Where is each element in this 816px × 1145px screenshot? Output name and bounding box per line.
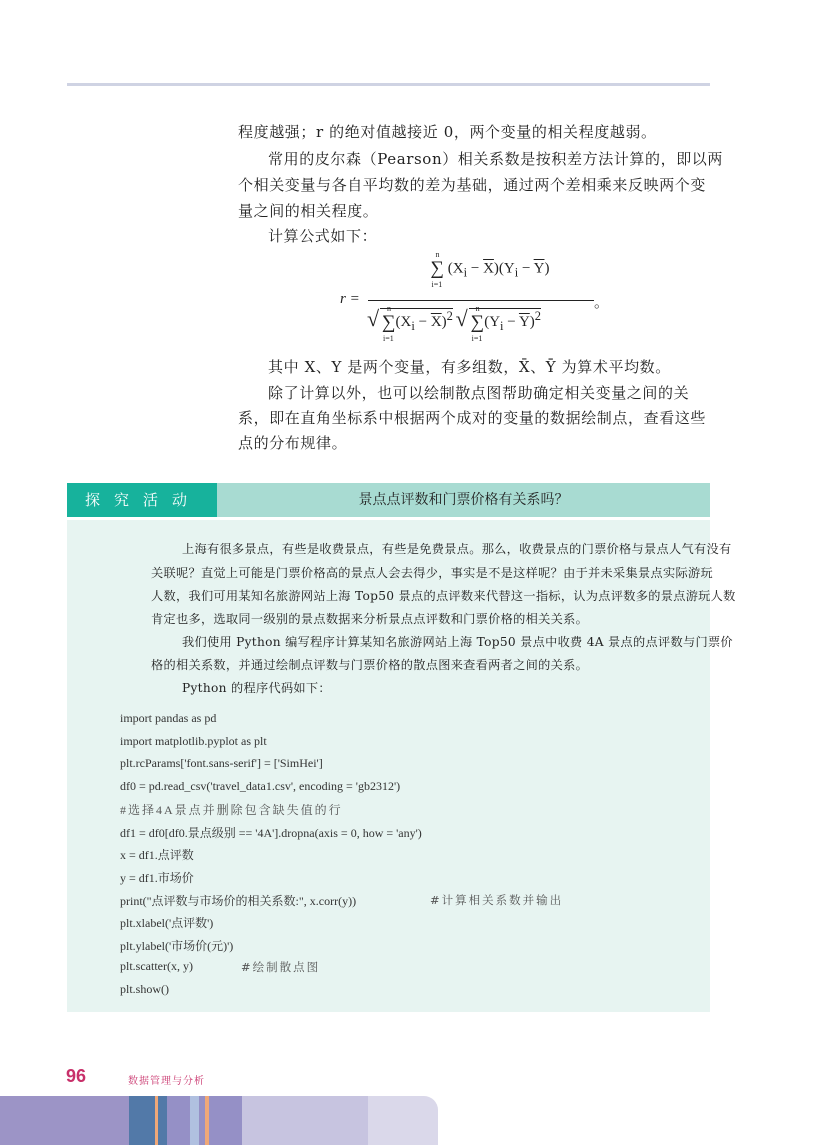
- activity-line: 格的相关系数，并通过绘制点评数与门票价格的散点图来查看两者之间的关系。: [151, 658, 589, 672]
- code-line: y = df1.市场价: [120, 871, 194, 885]
- formula-denominator: [368, 303, 542, 343]
- body-line: 点的分布规律。: [238, 434, 348, 452]
- sqrt-y: √ ∑ n i=1 $(Y_i - \overline{Y})^2$: [469, 308, 541, 334]
- activity-header: [67, 483, 710, 517]
- code-comment: #计算相关系数并输出: [430, 893, 564, 907]
- sum-symbol: ∑ n i=1: [430, 250, 445, 289]
- formula-lhs: r =: [340, 291, 360, 307]
- code-line: print("点评数与市场价的相关系数:", x.corr(y)): [120, 894, 357, 908]
- book-title: 数据管理与分析: [128, 1076, 205, 1087]
- body-line: 个相关变量与各自平均数的差为基础，通过两个差相乘来反映两个变: [238, 176, 707, 194]
- code-line: df1 = df0[df0.景点级别 == '4A'].dropna(axis = 0, how = 'any'): [120, 826, 422, 840]
- code-line: x = df1.点评数: [120, 848, 194, 862]
- header-rule: [67, 83, 710, 86]
- fraction-bar: [368, 300, 594, 301]
- code-comment: #绘制散点图: [241, 960, 321, 974]
- body-line: 量之间的相关程度。: [238, 202, 379, 220]
- page-number: 96: [66, 1066, 87, 1086]
- activity-title: 景点点评数和门票价格有关系吗？: [217, 483, 710, 517]
- code-line: plt.scatter(x, y): [120, 959, 193, 973]
- body-line: 计算公式如下：: [268, 227, 378, 245]
- code-line: plt.ylabel('市场价(元)'): [120, 939, 234, 953]
- code-line: import matplotlib.pyplot as plt: [120, 734, 267, 748]
- body-line: 除了计算以外，也可以绘制散点图帮助确定相关变量之间的关: [268, 384, 690, 402]
- activity-label: 探究活动: [67, 483, 217, 517]
- body-line: 常用的皮尔森（Pearson）相关系数是按积差方法计算的，即以两: [268, 150, 724, 168]
- sqrt-x: √ ∑ n i=1 $(X_i - \overline{X})^2$: [380, 308, 453, 334]
- body-line: 系，即在直角坐标系中根据两个成对的变量的数据绘制点，查看这些: [238, 409, 707, 427]
- code-line: plt.xlabel('点评数'): [120, 916, 214, 930]
- body-line: 程度越强；r 的绝对值越接近 0，两个变量的相关程度越弱。: [238, 123, 657, 141]
- activity-line: 我们使用 Python 编写程序计算某知名旅游网站上海 Top50 景点中收费 4A 景点的点评数与门票价: [182, 635, 733, 649]
- code-comment: #选择4A景点并删除包含缺失值的行: [120, 803, 343, 817]
- activity-line: Python 的程序代码如下：: [182, 681, 331, 695]
- code-line: plt.rcParams['font.sans-serif'] = ['SimHei']: [120, 756, 323, 770]
- body-line: 其中 X、Y 是两个变量，有多组数，X̄、Ȳ 为算术平均数。: [268, 358, 671, 376]
- formula-numerator: ∑ n i=1 $(X_i - \overline{X})(Y_i - \overline{Y})$: [430, 250, 550, 289]
- pearson-formula: r = ∑ n i=1 $(X_i - \overline{X})(Y_i - \overline{Y})$ √ ∑ n i=1 $(X_i - \overline{X})^2$ √ ∑ n i=1 $(Y_i - \overline{Y})^2$ 。: [340, 258, 610, 348]
- code-line: df0 = pd.read_csv('travel_data1.csv', encoding = 'gb2312'): [120, 779, 401, 793]
- activity-line: 肯定也多，选取同一级别的景点数据来分析景点点评数和门票价格的相关关系。: [151, 612, 589, 626]
- code-line: import pandas as pd: [120, 711, 217, 725]
- activity-line: 关联呢？直觉上可能是门票价格高的景点人会去得少，事实是不是这样呢？由于并未采集景点实际游玩: [151, 566, 713, 580]
- activity-line: 人数，我们可用某知名旅游网站上海 Top50 景点的点评数来代替这一指标，认为点评数多的景点游玩人数: [151, 589, 736, 603]
- code-line: plt.show(): [120, 982, 169, 996]
- activity-line: 上海有很多景点，有些是收费景点，有些是免费景点。那么，收费景点的门票价格与景点人气有没有: [182, 542, 732, 556]
